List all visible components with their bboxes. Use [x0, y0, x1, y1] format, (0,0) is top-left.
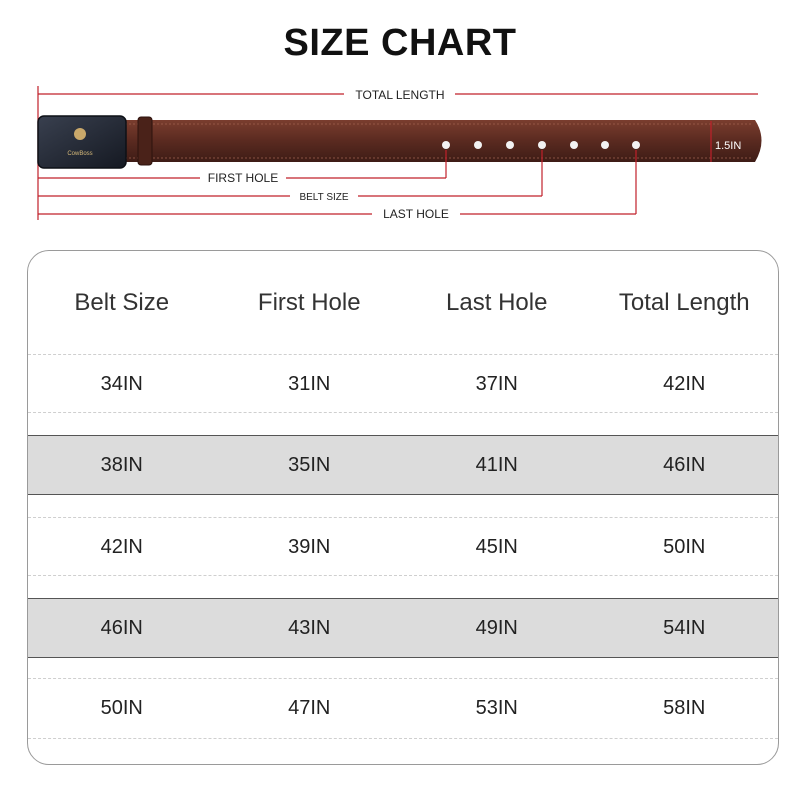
table-row: [28, 679, 778, 737]
belt-strap: [120, 120, 762, 162]
cell-first-hole: 39IN: [288, 535, 331, 558]
cell-belt-size: 50IN: [100, 696, 143, 719]
first-hole-label: FIRST HOLE: [207, 171, 279, 185]
header-belt-size: Belt Size: [74, 288, 170, 316]
table-row: [28, 598, 778, 658]
belt-hole: [538, 141, 546, 149]
cell-total-length: 50IN: [663, 535, 706, 558]
table-row: [28, 355, 778, 413]
total-length-label: TOTAL LENGTH: [355, 88, 445, 102]
header-last-hole: Last Hole: [446, 288, 548, 316]
cell-first-hole: 31IN: [288, 372, 331, 395]
belt-loop: [138, 117, 152, 165]
cell-last-hole: 49IN: [475, 616, 518, 639]
page-title: SIZE CHART: [283, 22, 517, 64]
cell-first-hole: 35IN: [288, 453, 331, 476]
cell-total-length: 54IN: [663, 616, 706, 639]
width-label: 1.5IN: [715, 140, 742, 152]
cell-last-hole: 53IN: [475, 696, 518, 719]
belt-diagram: [0, 70, 800, 230]
buckle-logo-icon: [74, 128, 86, 140]
belt-hole: [442, 141, 450, 149]
table-row: [28, 518, 778, 576]
cell-belt-size: 38IN: [100, 453, 143, 476]
size-table: [27, 250, 779, 765]
belt-hole: [632, 141, 640, 149]
cell-total-length: 46IN: [663, 453, 706, 476]
belt-hole: [570, 141, 578, 149]
cell-first-hole: 43IN: [288, 616, 331, 639]
buckle: [38, 116, 126, 168]
cell-belt-size: 42IN: [100, 535, 143, 558]
belt-hole: [506, 141, 514, 149]
table-header: [28, 251, 778, 354]
cell-first-hole: 47IN: [288, 696, 331, 719]
header-total-length: Total Length: [618, 288, 750, 316]
belt-size-label: BELT SIZE: [299, 192, 349, 203]
header-first-hole: First Hole: [257, 288, 361, 316]
cell-total-length: 58IN: [663, 696, 706, 719]
buckle-logo-text: CowBoss: [67, 151, 93, 157]
belt-hole: [601, 141, 609, 149]
table-row: [28, 435, 778, 495]
last-hole-label: LAST HOLE: [383, 207, 449, 221]
cell-last-hole: 37IN: [475, 372, 518, 395]
cell-belt-size: 34IN: [100, 372, 143, 395]
cell-belt-size: 46IN: [100, 616, 143, 639]
cell-last-hole: 45IN: [475, 535, 518, 558]
cell-last-hole: 41IN: [475, 453, 518, 476]
cell-total-length: 42IN: [663, 372, 706, 395]
belt-hole: [474, 141, 482, 149]
